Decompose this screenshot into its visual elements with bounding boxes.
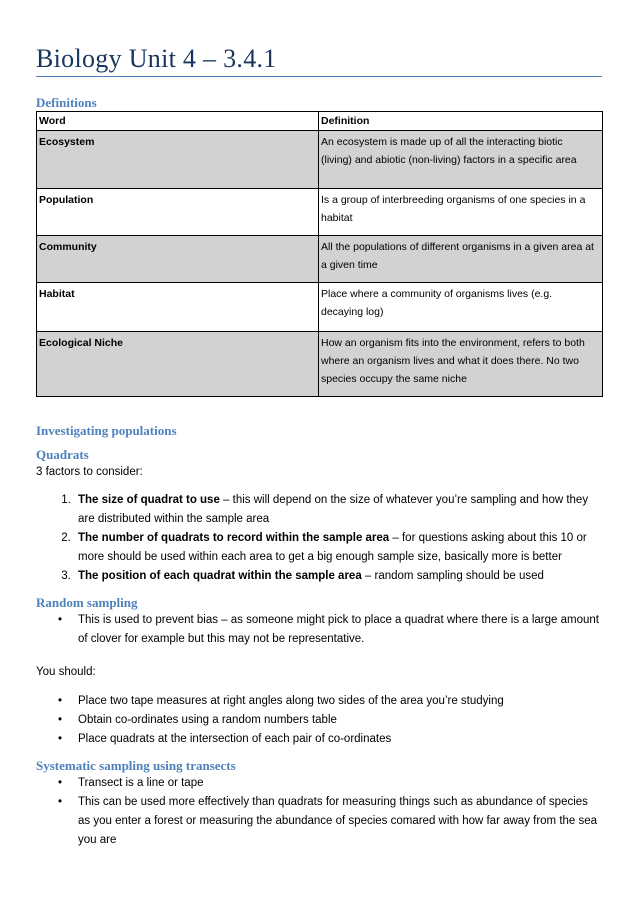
term-cell: Ecological Niche bbox=[37, 332, 319, 397]
list-item bbox=[74, 567, 602, 586]
document-page bbox=[36, 0, 602, 850]
definitions-heading: Definitions bbox=[36, 95, 97, 110]
definition-cell: All the populations of different organisms in a given area at a given time bbox=[319, 236, 603, 283]
term-cell: Population bbox=[37, 189, 319, 236]
list-item bbox=[58, 730, 602, 749]
factor-text: – this will depend on the size of whatever you’re sampling and how they are distributed within the sample area bbox=[78, 494, 589, 525]
quadrats-intro: 3 factors to consider: bbox=[36, 466, 143, 478]
factor-text: – random sampling should be used bbox=[361, 570, 544, 582]
random-sampling-heading: Random sampling bbox=[36, 595, 138, 610]
factor-title: The position of each quadrat within the sample area bbox=[78, 570, 362, 582]
bullet-icon: • bbox=[58, 796, 63, 808]
table-row bbox=[37, 236, 603, 283]
definition-cell: How an organism fits into the environment, refers to both where an organism lives and what it does there. No two species occupy the same niche bbox=[319, 332, 603, 397]
definition-cell: Is a group of interbreeding organisms of one species in a habitat bbox=[319, 189, 603, 236]
definition-cell: An ecosystem is made up of all the interacting biotic (living) and abiotic (non-living) factors in a specific area bbox=[319, 131, 603, 189]
systematic-sampling-heading: Systematic sampling using transects bbox=[36, 758, 236, 773]
list-item bbox=[58, 711, 602, 730]
quadrat-factors-list bbox=[36, 491, 602, 586]
systematic-sampling-points bbox=[36, 774, 602, 850]
table-row bbox=[37, 283, 603, 332]
list-item bbox=[74, 491, 602, 529]
quadrats-heading: Quadrats bbox=[36, 447, 89, 462]
table-header-row bbox=[37, 112, 603, 131]
list-item bbox=[58, 692, 602, 711]
bullet-icon: • bbox=[58, 695, 63, 707]
list-item bbox=[58, 793, 602, 850]
list-item-text: Obtain co-ordinates using a random numbers table bbox=[78, 714, 337, 726]
list-item-text: Place quadrats at the intersection of each pair of co-ordinates bbox=[78, 733, 392, 745]
factor-title: The number of quadrats to record within the sample area bbox=[78, 532, 390, 544]
column-header-definition: Definition bbox=[319, 112, 603, 131]
document-title: Biology Unit 4 – 3.4.1 bbox=[36, 44, 277, 73]
factor-text: – for questions asking about this 10 or more should be used within each area to get a big enough sample size, basically more is better bbox=[78, 532, 587, 563]
list-item bbox=[58, 611, 602, 649]
list-item bbox=[74, 529, 602, 567]
factor-title: The size of quadrat to use bbox=[78, 494, 220, 506]
investigating-heading: Investigating populations bbox=[36, 423, 177, 438]
bullet-icon: • bbox=[58, 733, 63, 745]
definitions-table bbox=[36, 111, 603, 397]
table-row bbox=[37, 332, 603, 397]
list-item-text: Place two tape measures at right angles along two sides of the area you’re studying bbox=[78, 695, 504, 707]
bullet-icon: • bbox=[58, 614, 63, 626]
list-item bbox=[58, 774, 602, 793]
random-sampling-steps bbox=[36, 692, 602, 749]
you-should-label: You should: bbox=[36, 666, 96, 678]
table-row bbox=[37, 131, 603, 189]
bullet-icon: • bbox=[58, 714, 63, 726]
list-item-text: This is used to prevent bias – as someone might pick to place a quadrat where there is a large amount of clover for example but this may not be representative. bbox=[78, 614, 599, 645]
list-item-text: This can be used more effectively than quadrats for measuring things such as abundance of species as you enter a forest or measuring the abundance of species comared with how far away from the sea you are bbox=[78, 796, 598, 846]
title-underline bbox=[36, 76, 602, 77]
list-item-text: Transect is a line or tape bbox=[78, 777, 204, 789]
column-header-word: Word bbox=[37, 112, 319, 131]
term-cell: Community bbox=[37, 236, 319, 283]
random-sampling-points bbox=[36, 611, 602, 649]
term-cell: Habitat bbox=[37, 283, 319, 332]
table-row bbox=[37, 189, 603, 236]
bullet-icon: • bbox=[58, 777, 63, 789]
term-cell: Ecosystem bbox=[37, 131, 319, 189]
definition-cell: Place where a community of organisms lives (e.g. decaying log) bbox=[319, 283, 603, 332]
